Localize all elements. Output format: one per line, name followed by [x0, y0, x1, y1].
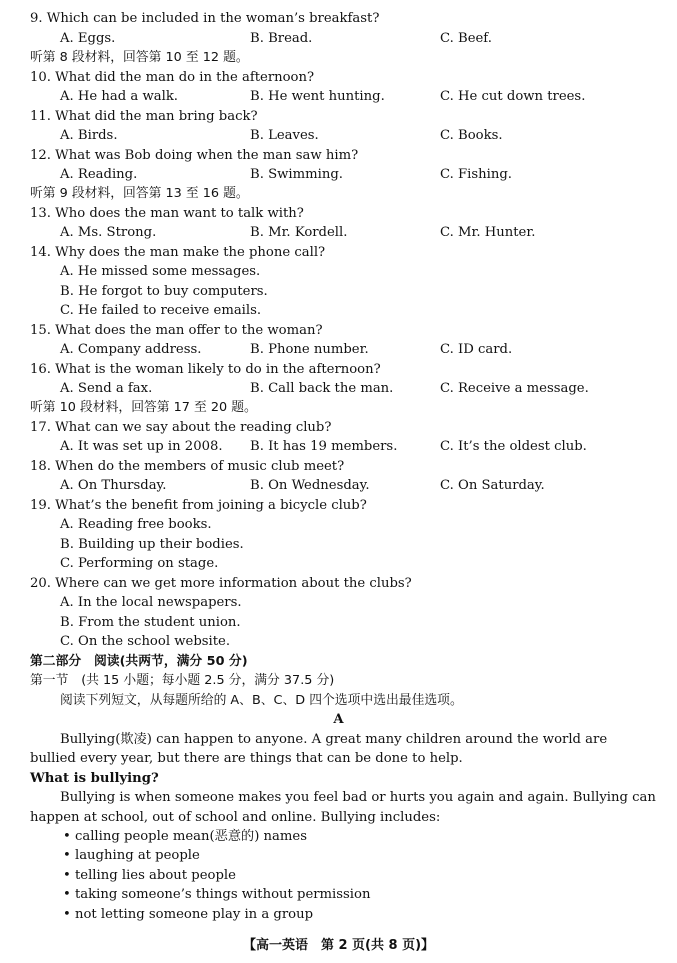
question-12-options — [0, 165, 677, 185]
question-18-options — [0, 476, 677, 496]
question-20-option-c: C. On the school website. — [60, 634, 231, 649]
reading-instruction: 阅读下列短文，从每题所给的 A、B、C、D 四个选项中选出最佳选项。 — [60, 693, 463, 708]
listening-intro-10: 听第 10 段材料，回答第 17 至 20 题。 — [30, 400, 257, 415]
question-14-option-c: C. He failed to receive emails. — [60, 303, 262, 318]
listening-intro-8: 听第 8 段材料，回答第 10 至 12 题。 — [30, 50, 249, 65]
question-19-option-b: B. Building up their bodies. — [60, 537, 244, 552]
option-c: C. It’s the oldest club. — [440, 439, 587, 454]
bullet-item: • calling people mean(恶意的) names — [63, 829, 307, 844]
option-b: B. Bread. — [250, 31, 313, 46]
question-9-options — [0, 29, 677, 49]
bullet-item: • taking someone’s things without permission — [63, 887, 371, 902]
option-b: B. Mr. Kordell. — [250, 225, 348, 240]
option-a: A. Reading. — [60, 167, 138, 182]
paragraph-1-line-1: Bullying(欺凌) can happen to anyone. A great many children around the world are — [60, 732, 608, 747]
question-20-option-a: A. In the local newspapers. — [60, 595, 242, 610]
option-b: B. Swimming. — [250, 167, 343, 182]
paragraph-2-line-1: Bullying is when someone makes you feel bad or hurts you again and again. Bullying can — [60, 790, 656, 805]
question-16-options — [0, 379, 677, 399]
bullet-item: • telling lies about people — [63, 868, 236, 883]
question-10-stem: 10. What did the man do in the afternoon? — [30, 70, 315, 85]
option-c: C. He cut down trees. — [440, 89, 586, 104]
paragraph-2-line-2: happen at school, out of school and online. Bullying includes: — [30, 810, 441, 825]
section-1-heading: 第一节 (共 15 小题；每小题 2.5 分，满分 37.5 分) — [30, 673, 335, 688]
passage-letter: A — [333, 712, 344, 727]
option-c: C. Mr. Hunter. — [440, 225, 536, 240]
question-15-options — [0, 340, 677, 360]
option-a: A. Ms. Strong. — [60, 225, 157, 240]
bullet-item: • laughing at people — [63, 848, 200, 863]
question-20-option-b: B. From the student union. — [60, 615, 241, 630]
option-c: C. ID card. — [440, 342, 513, 357]
option-b: B. Leaves. — [250, 128, 319, 143]
option-a: A. On Thursday. — [60, 478, 167, 493]
option-a: A. Birds. — [60, 128, 118, 143]
option-a: A. Eggs. — [60, 31, 116, 46]
option-b: B. He went hunting. — [250, 89, 385, 104]
question-15-stem: 15. What does the man offer to the woman? — [30, 323, 323, 338]
question-17-stem: 17. What can we say about the reading club? — [30, 420, 332, 435]
question-20-stem: 20. Where can we get more information about the clubs? — [30, 576, 412, 591]
question-13-options — [0, 223, 677, 243]
listening-intro-9: 听第 9 段材料，回答第 13 至 16 题。 — [30, 186, 249, 201]
question-10-options — [0, 87, 677, 107]
part-2-heading: 第二部分 阅读(共两节，满分 50 分) — [30, 654, 248, 669]
option-c: C. Beef. — [440, 31, 492, 46]
question-11-stem: 11. What did the man bring back? — [30, 109, 258, 124]
option-a: A. He had a walk. — [60, 89, 178, 104]
option-b: B. Phone number. — [250, 342, 369, 357]
option-b: B. It has 19 members. — [250, 439, 398, 454]
question-13-stem: 13. Who does the man want to talk with? — [30, 206, 304, 221]
bullet-item: • not letting someone play in a group — [63, 907, 314, 922]
question-18-stem: 18. When do the members of music club meet? — [30, 459, 345, 474]
question-19-stem: 19. What’s the benefit from joining a bicycle club? — [30, 498, 367, 513]
option-a: A. Company address. — [60, 342, 202, 357]
question-16-stem: 16. What is the woman likely to do in the afternoon? — [30, 362, 381, 377]
option-c: C. Receive a message. — [440, 381, 589, 396]
subheading-what-is-bullying: What is bullying? — [30, 771, 159, 786]
question-11-options — [0, 126, 677, 146]
question-12-stem: 12. What was Bob doing when the man saw him? — [30, 148, 359, 163]
option-a: A. It was set up in 2008. — [60, 439, 223, 454]
question-9-stem: 9. Which can be included in the woman’s breakfast? — [30, 11, 380, 26]
question-14-stem: 14. Why does the man make the phone call? — [30, 245, 326, 260]
option-a: A. Send a fax. — [60, 381, 153, 396]
question-14-option-a: A. He missed some messages. — [60, 264, 261, 279]
question-19-option-a: A. Reading free books. — [60, 517, 212, 532]
option-c: C. Books. — [440, 128, 503, 143]
option-b: B. Call back the man. — [250, 381, 394, 396]
question-17-options — [0, 437, 677, 457]
question-19-option-c: C. Performing on stage. — [60, 556, 219, 571]
page-footer: 【高一英语 第 2 页(共 8 页)】 — [242, 938, 435, 953]
option-c: C. Fishing. — [440, 167, 512, 182]
option-b: B. On Wednesday. — [250, 478, 370, 493]
question-14-option-b: B. He forgot to buy computers. — [60, 284, 268, 299]
paragraph-1-line-2: bullied every year, but there are things that can be done to help. — [30, 751, 463, 766]
option-c: C. On Saturday. — [440, 478, 545, 493]
